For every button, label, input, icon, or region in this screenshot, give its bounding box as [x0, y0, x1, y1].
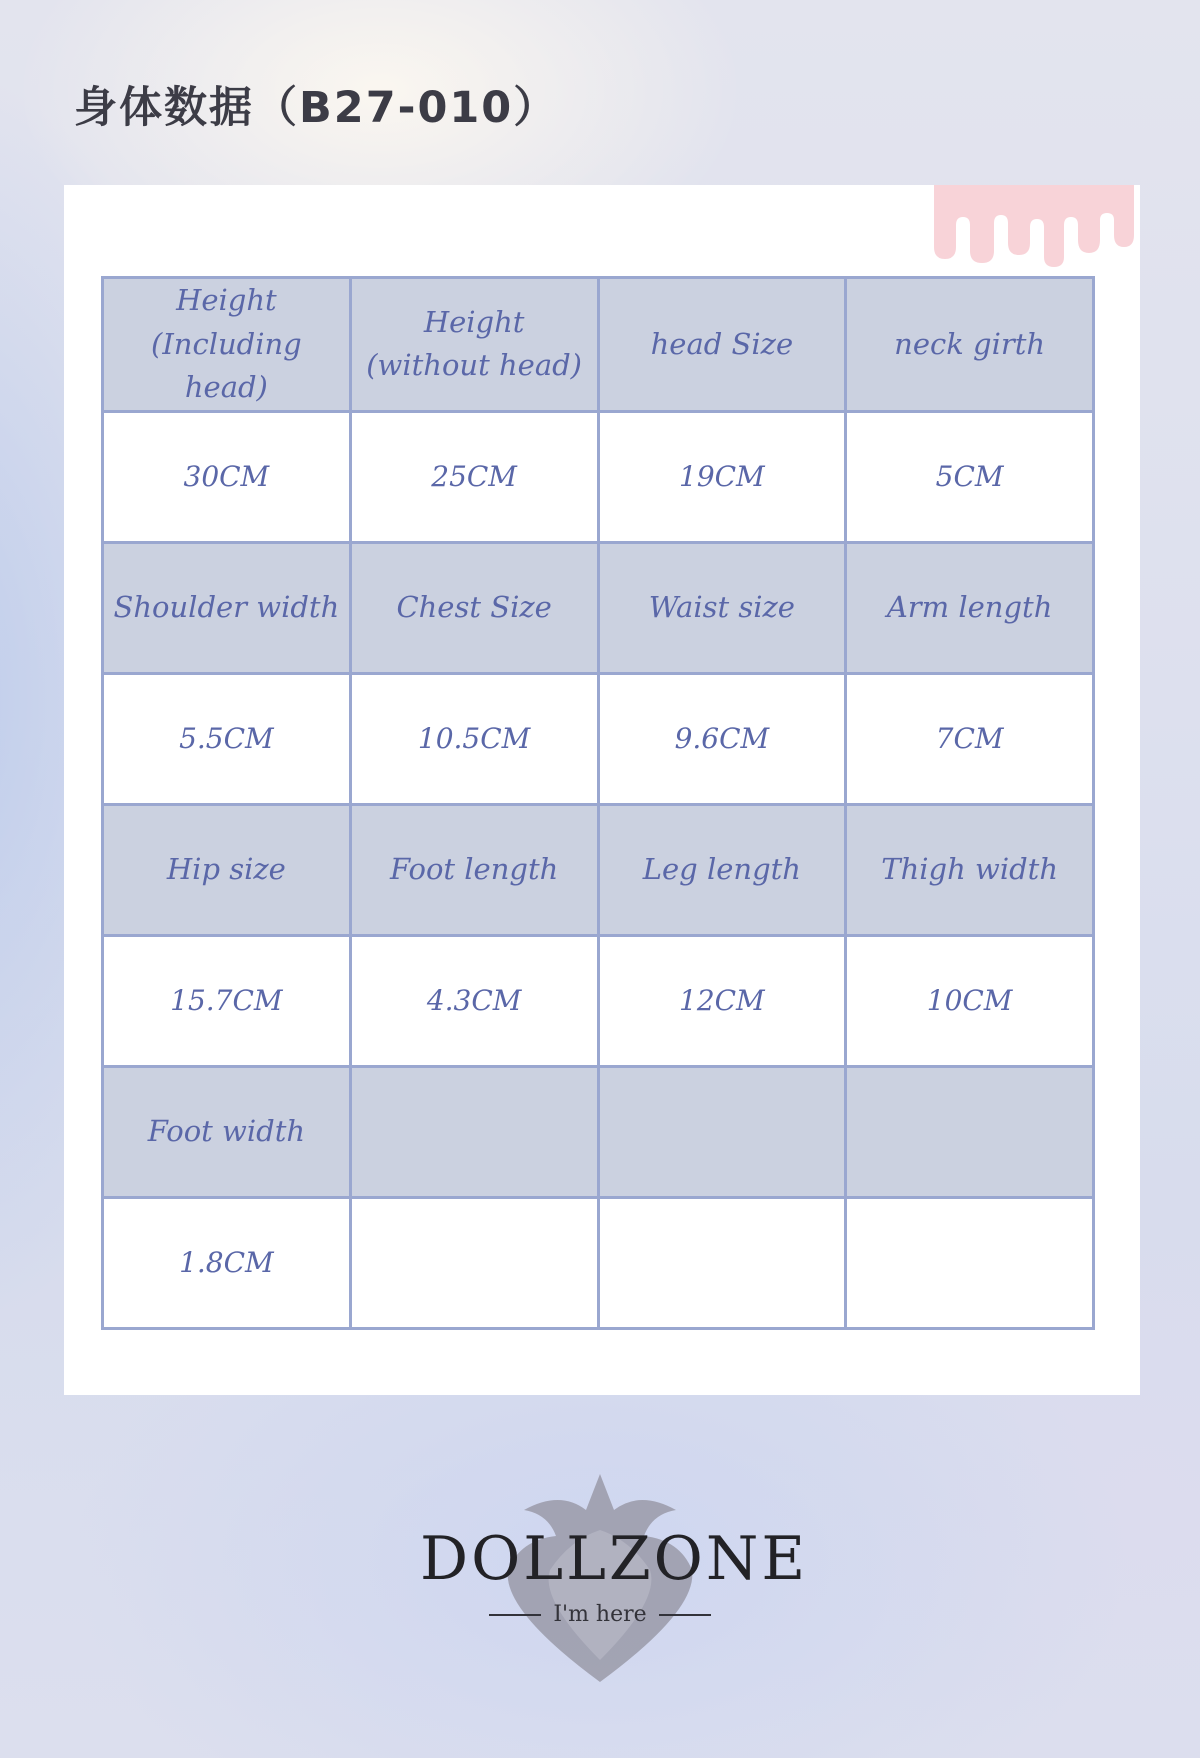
measurement-value-cell: 25CM: [350, 411, 598, 542]
measurement-value-cell: 5.5CM: [103, 673, 351, 804]
measurement-label-cell: Foot width: [103, 1066, 351, 1197]
measurement-label-cell: Chest Size: [350, 542, 598, 673]
pink-drip-decoration: [934, 185, 1134, 275]
measurement-value-row: [103, 1197, 1094, 1328]
measurement-label-cell: [598, 1066, 846, 1197]
measurement-value-cell: 5CM: [846, 411, 1094, 542]
measurement-label-row: [103, 1066, 1094, 1197]
measurement-label-cell: Shoulder width: [103, 542, 351, 673]
tagline-line-right: [659, 1614, 711, 1616]
measurement-label-row: [103, 542, 1094, 673]
brand-wordmark: DOLLZONE: [420, 1524, 809, 1594]
measurement-label-cell: Height (Including head): [103, 278, 351, 412]
measurement-label-row: [103, 804, 1094, 935]
measurement-label-cell: Arm length: [846, 542, 1094, 673]
measurement-value-cell: 7CM: [846, 673, 1094, 804]
measurement-value-cell: 15.7CM: [103, 935, 351, 1066]
measurement-label-cell: Height (without head): [350, 278, 598, 412]
measurement-label-cell: [350, 1066, 598, 1197]
measurement-value-cell: 10.5CM: [350, 673, 598, 804]
measurement-value-cell: 10CM: [846, 935, 1094, 1066]
size-chart-card: [64, 185, 1140, 1395]
measurement-value-row: [103, 673, 1094, 804]
tagline-line-left: [489, 1614, 541, 1616]
measurement-value-row: [103, 935, 1094, 1066]
measurement-value-cell: 4.3CM: [350, 935, 598, 1066]
measurement-value-row: [103, 411, 1094, 542]
measurement-value-cell: [846, 1197, 1094, 1328]
measurement-value-cell: 9.6CM: [598, 673, 846, 804]
measurement-label-cell: Foot length: [350, 804, 598, 935]
page-title: 身体数据（B27-010）: [74, 83, 559, 133]
measurement-label-cell: Waist size: [598, 542, 846, 673]
measurement-value-cell: [350, 1197, 598, 1328]
measurement-label-cell: Thigh width: [846, 804, 1094, 935]
measurement-label-cell: neck girth: [846, 278, 1094, 412]
body-measurements-table: [101, 276, 1095, 1330]
measurement-value-cell: [598, 1197, 846, 1328]
measurement-label-row: [103, 278, 1094, 412]
measurement-label-cell: Hip size: [103, 804, 351, 935]
measurement-label-cell: head Size: [598, 278, 846, 412]
measurement-value-cell: 19CM: [598, 411, 846, 542]
brand-tagline: [420, 1602, 780, 1627]
tagline-text: I'm here: [553, 1602, 647, 1627]
measurement-label-cell: Leg length: [598, 804, 846, 935]
measurement-label-cell: [846, 1066, 1094, 1197]
dollzone-logo: [420, 1470, 809, 1685]
measurement-value-cell: 30CM: [103, 411, 351, 542]
measurement-value-cell: 12CM: [598, 935, 846, 1066]
measurement-value-cell: 1.8CM: [103, 1197, 351, 1328]
